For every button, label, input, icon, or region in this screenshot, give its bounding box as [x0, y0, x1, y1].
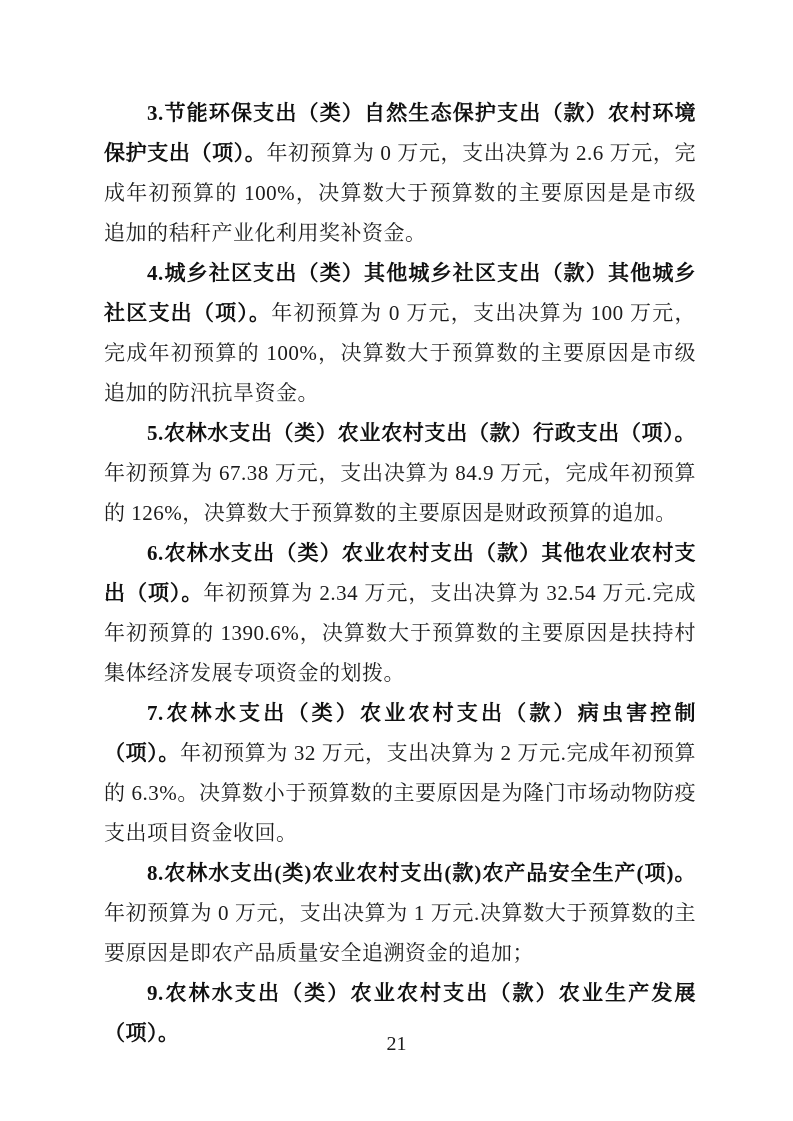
page-number: 21: [386, 1033, 407, 1055]
section-3-heading: 3.节能环保支出（类）自然生态保护支出（款）农村环境保护支出（项）。: [104, 101, 696, 165]
section-4-heading: 4.城乡社区支出（类）其他城乡社区支出（款）其他城乡社区支出（项）。: [104, 261, 696, 325]
section-6-body: 年初预算为 2.34 万元，支出决算为 32.54 万元.完成年初预算的 1390.6%，决算数大于预算数的主要原因是扶持村集体经济发展专项资金的划拨。: [104, 581, 697, 685]
section-6-heading: 6.农林水支出（类）农业农村支出（款）其他农业农村支出（项）。: [104, 541, 696, 605]
section-7-body: 年初预算为 32 万元，支出决算为 2 万元.完成年初预算的 6.3%。决算数小于预算数的主要原因是为隆门市场动物防疫支出项目资金收回。: [104, 741, 697, 845]
paragraph-section-4: [104, 253, 696, 413]
section-9-heading: 9.农林水支出（类）农业农村支出（款）农业生产发展（项）。: [104, 981, 696, 1045]
text-block: [104, 93, 696, 1053]
section-5-body: 年初预算为 67.38 万元，支出决算为 84.9 万元，完成年初预算的 126%，决算数大于预算数的主要原因是财政预算的追加。: [104, 461, 696, 525]
section-5-heading: 5.农林水支出（类）农业农村支出（款）行政支出（项）。: [147, 421, 696, 445]
paragraph-section-3: [104, 93, 696, 253]
section-8-body: 年初预算为 0 万元，支出决算为 1 万元.决算数大于预算数的主要原因是即农产品质量安全追溯资金的追加；: [104, 901, 696, 965]
paragraph-section-8: [104, 853, 696, 973]
paragraph-section-5: [104, 413, 696, 533]
section-4-body: 年初预算为 0 万元，支出决算为 100 万元，完成年初预算的 100%，决算数大于预算数的主要原因是市级追加的防汛抗旱资金。: [104, 301, 697, 405]
paragraph-section-7: [104, 693, 696, 853]
paragraph-section-6: [104, 533, 696, 693]
section-8-heading: 8.农林水支出(类)农业农村支出(款)农产品安全生产(项)。: [147, 861, 696, 885]
section-3-body: 年初预算为 0 万元，支出决算为 2.6 万元，完成年初预算的 100%，决算数大于预算数的主要原因是是市级追加的秸秆产业化利用奖补资金。: [104, 141, 697, 245]
section-7-heading: 7.农林水支出（类）农业农村支出（款）病虫害控制（项）。: [104, 701, 696, 765]
